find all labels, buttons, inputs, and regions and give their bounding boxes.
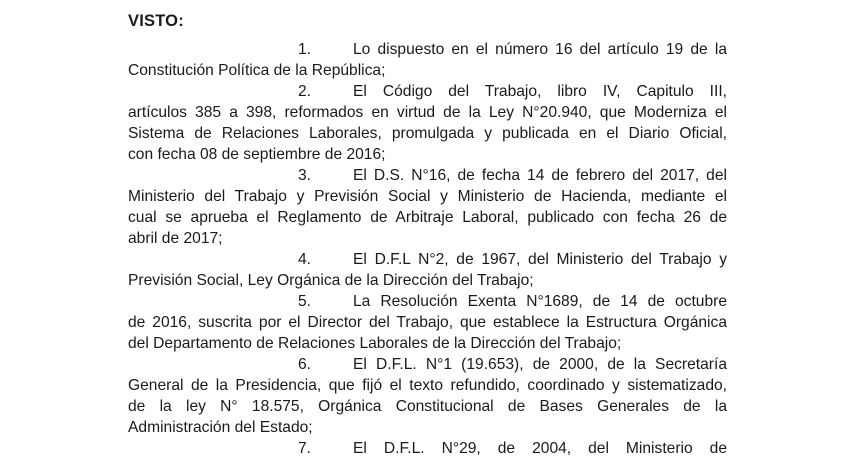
list-item-4-first-line [128, 250, 727, 270]
section-heading: VISTO: [128, 12, 184, 30]
list-item-2-line: Sistema de Relaciones Laborales, promulgada y publicada en el Diario Oficial, [128, 125, 727, 142]
item-text: El D.S. N°16, de fecha 14 de febrero del 2017, del [353, 167, 727, 184]
item-text: El D.F.L N°2, de 1967, del Ministerio del Trabajo y [353, 251, 727, 268]
item-number: 4. [298, 251, 312, 268]
list-item-2-first-line [128, 82, 727, 102]
item-number: 2. [298, 83, 312, 100]
list-item-3-line: cual se aprueba el Reglamento de Arbitraje Laboral, publicado con fecha 26 de [128, 209, 727, 226]
list-item-5-line: de 2016, suscrita por el Director del Trabajo, que establece la Estructura Orgánica [128, 314, 727, 331]
list-item-1-line: Constitución Política de la República; [128, 62, 386, 79]
list-item-6-line: General de la Presidencia, que fijó el texto refundido, coordinado y sistematizado, [128, 377, 727, 394]
list-item-3-line: abril de 2017; [128, 230, 223, 247]
list-item-2-line: artículos 385 a 398, reformados en virtud de la Ley N°20.940, que Moderniza el [128, 104, 727, 121]
item-number: 1. [298, 41, 312, 58]
list-item-3-line: Ministerio del Trabajo y Previsión Social y Ministerio de Hacienda, mediante el [128, 188, 727, 205]
item-text: La Resolución Exenta N°1689, de 14 de octubre [353, 293, 727, 310]
item-text: Lo dispuesto en el número 16 del artículo 19 de la [353, 41, 727, 58]
list-item-6-first-line [128, 355, 727, 375]
list-item-5-first-line [128, 292, 727, 312]
item-text: El D.F.L. N°1 (19.653), de 2000, de la Secretaría [353, 356, 727, 373]
item-number: 5. [298, 293, 312, 310]
item-number: 6. [298, 356, 312, 373]
list-item-6-line: Administración del Estado; [128, 419, 313, 436]
list-item-3-first-line [128, 166, 727, 186]
list-item-5-line: del Departamento de Relaciones Laborales de la Dirección del Trabajo; [128, 335, 622, 352]
list-item-4-line: Previsión Social, Ley Orgánica de la Dirección del Trabajo; [128, 272, 534, 289]
list-item-7-first-line [128, 439, 727, 459]
list-item-1-first-line [128, 40, 727, 60]
item-text: El Código del Trabajo, libro IV, Capitulo III, [353, 83, 727, 100]
item-text: El D.F.L. N°29, de 2004, del Ministerio de [353, 440, 727, 457]
item-number: 3. [298, 167, 312, 184]
list-item-6-line: de la ley N° 18.575, Orgánica Constitucional de Bases Generales de la [128, 398, 727, 415]
list-item-2-line: con fecha 08 de septiembre de 2016; [128, 146, 386, 163]
item-number: 7. [298, 440, 312, 457]
